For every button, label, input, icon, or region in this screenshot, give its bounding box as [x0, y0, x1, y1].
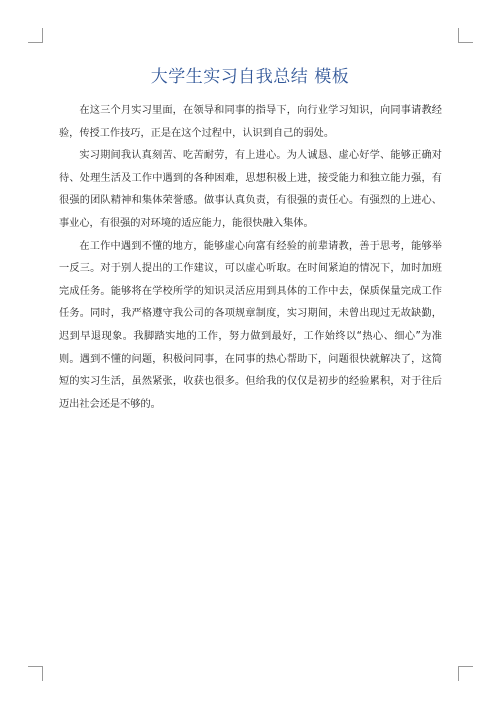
document-body	[59, 100, 442, 416]
crop-mark-top-right	[458, 28, 473, 43]
document-title: 大学生实习自我总结 模板	[150, 67, 350, 87]
paragraph-1: 在这三个月实习里面，在领导和同事的指导下，向行业学习知识，向同事请教经验，传授工作技巧，正是在这个过程中，认识到自己的弱处。	[59, 105, 442, 139]
paragraph-2: 实习期间我认真刻苦、吃苦耐劳，有上进心。为人诚恳、虚心好学、能够正确对待、处理生活及工作中遇到的各种困难，思想积极上进，接受能力和独立能力强，有很强的团队精神和集体荣誉感。做事认真负责，有很强的责任心。有强烈的上进心、事业心，有很强的对环境的适应能力，能很快融入集体。	[59, 150, 442, 229]
paragraph-3: 在工作中遇到不懂的地方，能够虚心向富有经验的前辈请教，善于思考，能够举一反三。对于别人提出的工作建议，可以虚心听取。在时间紧迫的情况下，加时加班完成任务。能够将在学校所学的知识灵活应用到具体的工作中去，保质保量完成工作任务。同时，我严格遵守我公司的各项规章制度，实习期间，未曾出现过无故缺勤，迟到早退现象。我脚踏实地的工作，努力做到最好，工作始终以“热心、细心”为准则。遇到不懂的问题，积极问同事，在同事的热心帮助下，问题很快就解决了，这简短的实习生活，虽然紧张，收获也很多。但给我的仅仅是初步的经验累积，对于往后迈出社会还是不够的。	[59, 240, 442, 410]
crop-mark-bottom-right	[458, 666, 473, 681]
crop-mark-top-left	[28, 28, 43, 43]
crop-mark-bottom-left	[28, 666, 43, 681]
